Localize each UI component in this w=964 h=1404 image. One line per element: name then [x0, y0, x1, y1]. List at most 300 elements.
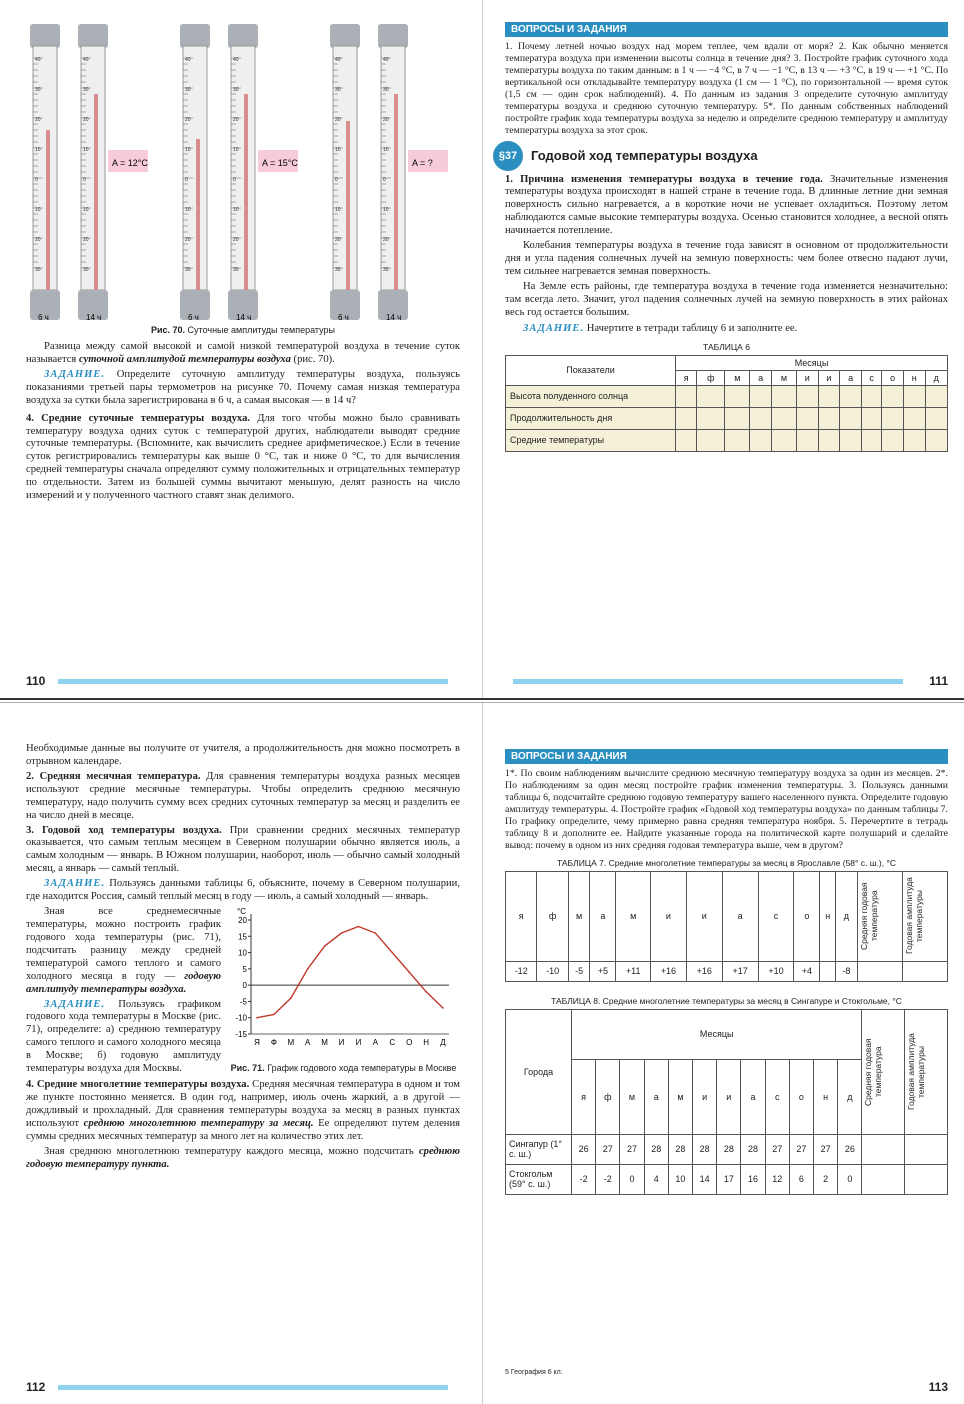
- table-6-month-cell: я: [676, 370, 697, 385]
- table-8-caption: ТАБЛИЦА 8. Средние многолетние температуры за месяц в Сингапуре и Стокгольме, °С: [551, 995, 902, 1006]
- footer-bar: [58, 679, 448, 684]
- table-7-month-cell: с: [758, 871, 794, 961]
- scale-label: 40: [83, 57, 89, 63]
- figure-70-caption: [26, 325, 460, 335]
- table-7-caption: ТАБЛИЦА 7. Средние многолетние температуры за месяц в Ярославле (58° с. ш.), °С: [556, 857, 897, 868]
- scale-label: 40: [35, 57, 41, 63]
- x-tick-label: А: [305, 1038, 311, 1048]
- term-daily-amplitude: суточной амплитудой температуры воздуха: [78, 353, 291, 365]
- table-8-month-cell: м: [668, 1059, 692, 1134]
- table-6-header-row: [506, 355, 948, 370]
- table-8-month-cell: о: [789, 1059, 813, 1134]
- table-7-value-cell: -5: [568, 961, 590, 981]
- y-tick-label: -5: [239, 997, 247, 1007]
- table-8-value-cell: 28: [693, 1134, 717, 1164]
- scale-label: 10: [35, 147, 41, 153]
- x-tick-label: М: [321, 1038, 328, 1048]
- table-8-value-cell: [905, 1134, 948, 1164]
- table-6-month-cell: и: [796, 370, 818, 385]
- table-8-value-cell: 27: [596, 1134, 620, 1164]
- table-6-empty-cell: [725, 385, 750, 407]
- page-number: 113: [928, 1380, 948, 1394]
- time-label: 14 ч: [236, 313, 252, 322]
- scale-label: 30: [185, 267, 191, 273]
- table-8-header-row: [506, 1009, 948, 1059]
- table-8-value-cell: 2: [814, 1164, 838, 1194]
- table-6-empty-cell: [882, 385, 904, 407]
- task-moscow-chart: [26, 999, 221, 1077]
- thermometer-top-cap: [330, 24, 360, 48]
- y-tick-label: 0: [242, 981, 247, 991]
- x-tick-label: М: [287, 1038, 295, 1048]
- table-8-body: [506, 1134, 948, 1194]
- table-6-empty-cell: [903, 407, 925, 429]
- mercury-column: [394, 94, 398, 290]
- scale-label: 10: [233, 207, 239, 213]
- item-2-monthly: [26, 771, 460, 823]
- table-6-empty-cell: [796, 385, 818, 407]
- page-number: 112: [26, 1380, 46, 1394]
- table-8-value-cell: 27: [789, 1134, 813, 1164]
- table-6-empty-cell: [925, 429, 947, 451]
- table-7-extra-header-text: Средняя годовая температура: [858, 882, 879, 950]
- table-8-city-cell: Сингапур (1° с. ш.): [506, 1134, 572, 1164]
- table-8-month-cell: м: [620, 1059, 644, 1134]
- data-point: [307, 968, 309, 970]
- x-tick-label: О: [406, 1038, 413, 1048]
- task-label: ЗАДАНИЕ.: [523, 322, 585, 334]
- table-7-value-cell: [820, 961, 836, 981]
- item-4-text-b: Ее определяют путем деления суммы средних месячных температур за много лет на количество этих лет.: [26, 1117, 460, 1142]
- paragraph-daily-amplitude: [26, 341, 460, 367]
- scale-label: 20: [185, 237, 191, 243]
- mercury-column: [346, 121, 350, 290]
- table-6-month-cell: м: [772, 370, 797, 385]
- page-110: [0, 0, 478, 698]
- table-8-row: [506, 1164, 948, 1194]
- table-6-row: [506, 429, 948, 451]
- thermometer-scale-body: [231, 46, 255, 290]
- page-113: [482, 703, 964, 1404]
- table-8-value-cell: [862, 1134, 905, 1164]
- table-7-month-cell: и: [650, 871, 686, 961]
- scale-label: 20: [233, 117, 239, 123]
- table-6-empty-cell: [818, 385, 840, 407]
- table-8-value-cell: 16: [741, 1164, 765, 1194]
- signature-note: 5 География 6 кл.: [505, 1369, 563, 1376]
- thermometer-top-cap: [228, 24, 258, 48]
- item-1-heading: 1. Причина изменения температуры воздуха в течение года.: [505, 173, 823, 185]
- scale-label: 0: [185, 177, 188, 183]
- item-4-multiyear: [26, 1079, 460, 1144]
- questions-text: 1*. По своим наблюдениям вычислите среднюю месячную температуру воздуха за один из месяцев. 2*. По наблюдениям за один месяц постройте график изменения температуры. 3. Пользуясь данными таблицы 6, подсчитайте среднюю годовую температуру вашего населенного пункта. Определите годовую амплитуду температуры. 4. Постройте график «Годовой ход температуры воздуха» по данным таблицы 7. По графику определите, чему примерно равна средняя температура ноября. 5. Перечертите в тетрадь таблицу 8 и дополните ее. Найдите указанные города на политической карте полушарий и сделайте вывод: почему в одном из них средняя годовая температура выше, чем в другом?: [505, 768, 948, 851]
- scale-label: 0: [383, 177, 386, 183]
- item-1-reason: [505, 174, 948, 239]
- table-8-value-cell: 0: [838, 1164, 862, 1194]
- table-6-empty-cell: [925, 407, 947, 429]
- table-6-month-cell: м: [725, 370, 750, 385]
- table-7-month-cell: а: [722, 871, 758, 961]
- table-8-extra-header: [905, 1009, 948, 1134]
- data-point: [273, 1014, 275, 1016]
- questions-text: 1. Почему летней ночью воздух над морем теплее, чем вдали от моря? 2. Как обычно меняется температура воздуха при изменении высоты солнца в течение дня? 3. Постройте график суточного хода температуры воздуха по таким данным: в 1 ч — −4 °С, в 7 ч — −1 °С, в 13 ч — +3 °С, в 19 ч — +1 °С. По вертикальной оси откладывайте температуру воздуха (1 см — 1 °С), по горизонтальной — время суток (1,5 см — один срок наблюдений). 4. По данным из задания 3 определите суточную амплитуду температуры воздуха и среднюю суточную температуру. 5*. По данным собственных наблюдений постройте график хода температуры воздуха за неделю и определите среднюю температуру и амплитуду температуры воздуха за этот срок.: [505, 41, 948, 136]
- table-6-empty-cell: [697, 429, 725, 451]
- table-7-value-cell: [902, 961, 947, 981]
- task-daily-amplitude: [26, 369, 460, 408]
- task-table-6-explain: [26, 878, 460, 904]
- spread-pages-110-111: [0, 0, 964, 700]
- table-7-value-cell: +10: [758, 961, 794, 981]
- table-8-cities-header: Города: [506, 1009, 572, 1134]
- scale-label: 30: [383, 267, 389, 273]
- table-8-month-cell: а: [741, 1059, 765, 1134]
- scale-label: 20: [335, 237, 341, 243]
- time-label: 6 ч: [38, 313, 49, 322]
- table-7-value-cell: -10: [537, 961, 568, 981]
- table-8-value-cell: 28: [717, 1134, 741, 1164]
- scale-label: 30: [335, 267, 341, 273]
- table-6-month-cell: о: [882, 370, 904, 385]
- table-8-value-cell: 17: [717, 1164, 741, 1194]
- task-table-6-text: Начертите в тетради таблицу 6 и заполните ее.: [584, 322, 798, 334]
- table-8-month-cell: а: [644, 1059, 668, 1134]
- scale-label: 20: [35, 117, 41, 123]
- item-4-text: Для того чтобы можно было сравнивать температуру воздуха одних суток с температурой других, наблюдатели выводят средние суточные температуры. (Вспомните, как вычислить среднее арифметическое.) Если в течение суток регистрировались температуры как выше 0 °С, так и ниже 0 °С, то для вычисления средней температуры сначала определяют сумму положительных и отрицательных температур по отдельности. Затем из большей суммы вычитают меньшую, делят разность на число измерений и у полученного частного ставят знак делимого.: [26, 412, 460, 502]
- table-8-month-cell: и: [717, 1059, 741, 1134]
- page-111: [482, 0, 964, 698]
- thermometer: [330, 24, 360, 322]
- table-6-caption: ТАБЛИЦА 6: [703, 341, 750, 352]
- table-7-value-cell: +16: [650, 961, 686, 981]
- time-label: 6 ч: [338, 313, 349, 322]
- table-8-value-cell: 26: [838, 1134, 862, 1164]
- scale-label: 40: [335, 57, 341, 63]
- figure-71-caption-number: Рис. 71.: [230, 1063, 265, 1074]
- scale-label: 40: [233, 57, 239, 63]
- x-tick-label: И: [355, 1038, 362, 1048]
- thermometer: [30, 24, 60, 322]
- table-8-value-cell: 6: [789, 1164, 813, 1194]
- table-6-month-cell: с: [861, 370, 881, 385]
- task-label: ЗАДАНИЕ.: [44, 998, 106, 1010]
- figure-71-caption: [227, 1063, 460, 1073]
- scale-label: 30: [35, 87, 41, 93]
- scale-label: 10: [383, 147, 389, 153]
- table-6-month-cell: а: [840, 370, 862, 385]
- table-6-empty-cell: [840, 385, 862, 407]
- figure-70-caption-number: Рис. 70.: [150, 325, 186, 335]
- scale-label: 20: [383, 237, 389, 243]
- item-4-text-a: Средняя месячная температура в одном и том же пункте постоянно меняется. В один год, например, июль очень жаркий, а в другой — дождливый и прохладный. Для сравнения температуры воздуха за месяц в разных пунктах используют: [26, 1079, 461, 1129]
- table-6-row-label: Средние температуры: [506, 429, 676, 451]
- x-tick-label: Я: [254, 1038, 260, 1048]
- table-6-month-cell: ф: [697, 370, 725, 385]
- scale-label: 20: [83, 237, 89, 243]
- scale-label: 0: [335, 177, 338, 183]
- table-8-value-cell: -2: [596, 1164, 620, 1194]
- scale-label: 20: [83, 117, 89, 123]
- thermometer-top-cap: [30, 24, 60, 48]
- table-8-row: [506, 1134, 948, 1164]
- table-7-month-cell: н: [820, 871, 836, 961]
- page-number: 110: [26, 674, 46, 688]
- thermometer: [228, 24, 258, 322]
- scale-label: 10: [83, 147, 89, 153]
- scale-label: 10: [83, 207, 89, 213]
- mercury-column: [244, 94, 248, 290]
- data-point: [425, 991, 427, 993]
- item-2-text: Для сравнения температуры воздуха разных месяцев используют средние месячные температуры. Чтобы определить среднюю месячную температуру, надо получить сумму всех средних суточных температур за месяц и разделить ее на число дней в месяце.: [26, 770, 460, 821]
- table-8: [505, 1009, 948, 1195]
- paragraph-oscillations: Колебания температуры воздуха в течение года зависят в основном от продолжительности дня и угла падения солнечных лучей на земную поверхность: чем более отвесно падают лучи, тем сильнее нагревается земная поверхность.: [505, 240, 948, 277]
- table-7-month-cell: и: [686, 871, 722, 961]
- item-4-heading: 4. Средние многолетние температуры воздуха.: [26, 1079, 250, 1091]
- table-7-extra-header: [902, 871, 947, 961]
- table-6-empty-cell: [903, 429, 925, 451]
- time-label: 14 ч: [386, 313, 402, 322]
- table-8-value-cell: 27: [814, 1134, 838, 1164]
- table-7-values-row: [506, 961, 948, 981]
- scale-label: 40: [185, 57, 191, 63]
- paragraph-always-summer: На Земле есть районы, где температура воздуха в течение года изменяется незначительно: там всегда лето. Значит, угол падения солнечных лучей на земную поверхность в этих районах весь год остается большим.: [505, 280, 948, 318]
- spread-pages-112-113: [0, 702, 964, 1404]
- scale-label: 30: [35, 267, 41, 273]
- table-8-value-cell: [862, 1164, 905, 1194]
- task-table-6: [505, 323, 948, 336]
- table-7-extra-header-text: Годовая амплитуда температуры: [903, 877, 924, 955]
- task-moscow-text: Пользуясь графиком годового хода температуры в Москве (рис. 71), определите: а) среднюю температуру самого теплого и самого холодного месяца в Москве; б) годовую амплитуду температуры воздуха для Москвы.: [26, 998, 221, 1075]
- table-6-empty-cell: [796, 407, 818, 429]
- table-6-empty-cell: [861, 385, 881, 407]
- x-tick-label: А: [372, 1038, 379, 1048]
- table-6-empty-cell: [903, 385, 925, 407]
- data-point: [442, 1007, 444, 1009]
- section-37-heading: [493, 141, 948, 171]
- data-point: [375, 932, 377, 934]
- item-3-heading: 3. Годовой ход температуры воздуха.: [26, 824, 222, 836]
- y-axis-label: °С: [237, 907, 246, 917]
- term-multiyear-monthly: среднюю многолетнюю температуру за месяц.: [83, 1117, 314, 1129]
- table-6-empty-cell: [697, 385, 725, 407]
- questions-header: ВОПРОСЫ И ЗАДАНИЯ: [505, 22, 948, 37]
- amplitude-label: A = 15°C: [262, 158, 298, 168]
- footer-bar: [58, 1385, 448, 1390]
- table-7-month-cell: м: [616, 871, 651, 961]
- thermometer-pairs-illustration: [26, 18, 466, 323]
- scale-label: 30: [383, 87, 389, 93]
- table-6-empty-cell: [750, 385, 772, 407]
- thermometer-top-cap: [78, 24, 108, 48]
- table-6-empty-cell: [796, 429, 818, 451]
- item-3-text: При сравнении средних месячных температур оказывается, что самым теплым месяцем в Северном полушарии обычно является июль, а самым холодным — январь. В Южном полушарии, наоборот, июль — обычно самый холодный месяц, а январь — самый теплый.: [26, 824, 460, 875]
- thermometer-top-cap: [378, 24, 408, 48]
- item-3-annual: [26, 825, 460, 877]
- scale-label: 10: [383, 207, 389, 213]
- task-daily-amplitude-text: Определите суточную амплитуду температуры воздуха, пользуясь показаниями третьей пары термометров на рисунке 70. Почему самая низкая температура воздуха за сутки была зарегистрирована в 6 ч, а самая высокая — в 14 ч?: [26, 368, 460, 406]
- table-7-value-cell: +11: [616, 961, 651, 981]
- table-7-month-cell: д: [836, 871, 858, 961]
- figure-70-caption-text: Суточные амплитуды температуры: [187, 325, 336, 335]
- table-6-body: [506, 385, 948, 451]
- time-label: 6 ч: [188, 313, 199, 322]
- amplitude-label: A = 12°C: [112, 158, 148, 168]
- table-8-value-cell: 10: [668, 1164, 692, 1194]
- table-6-row: [506, 407, 948, 429]
- thermometer-scale-body: [333, 46, 357, 290]
- figure-71-row: [26, 906, 460, 1079]
- table-7-value-cell: +5: [590, 961, 616, 981]
- table-6-row-label: Высота полуденного солнца: [506, 385, 676, 407]
- scale-label: 30: [83, 87, 89, 93]
- thermometer: [180, 24, 210, 322]
- table-7-value-cell: [857, 961, 902, 981]
- item-1-text: Значительные изменения температуры воздуха происходят в нашей стране в течение года. В длинные летние дни земная поверхность сильно нагревается, а в короткие ночи не успевает охладиться. Поэтому летом наблюдаются самые высокие температуры воздуха. Осенью становится холоднее, а весной опять начинается потепление.: [505, 173, 948, 237]
- text-annual-mean-a: Зная среднюю многолетнюю температуру каждого месяца, можно подсчитать: [44, 1145, 419, 1157]
- table-7-value-cell: -12: [506, 961, 537, 981]
- scale-label: 10: [185, 147, 191, 153]
- table-6-empty-cell: [725, 407, 750, 429]
- table-8-value-cell: 28: [741, 1134, 765, 1164]
- mercury-column: [46, 130, 50, 290]
- y-tick-label: -10: [235, 1013, 247, 1023]
- table-8-months-header: Месяцы: [572, 1009, 862, 1059]
- task-label: ЗАДАНИЕ.: [44, 368, 106, 380]
- x-tick-label: И: [338, 1038, 345, 1048]
- table-6-empty-cell: [676, 407, 697, 429]
- scale-label: 0: [233, 177, 236, 183]
- thermometer-scale-body: [33, 46, 57, 290]
- table-8-value-cell: 4: [644, 1164, 668, 1194]
- table-6-empty-cell: [772, 407, 797, 429]
- scale-label: 0: [35, 177, 38, 183]
- data-point: [358, 926, 360, 928]
- table-6-month-cell: д: [925, 370, 947, 385]
- table-7-month-cell: я: [506, 871, 537, 961]
- table-6-empty-cell: [676, 429, 697, 451]
- scale-label: 40: [383, 57, 389, 63]
- data-point: [408, 971, 410, 973]
- paragraph-annual-mean: [26, 1146, 460, 1172]
- table-6-empty-cell: [840, 407, 862, 429]
- table-8-month-cell: ф: [596, 1059, 620, 1134]
- thermometer-scale-body: [81, 46, 105, 290]
- scale-label: 30: [185, 87, 191, 93]
- amplitude-label: A = ?: [412, 158, 433, 168]
- table-8-month-cell: я: [572, 1059, 596, 1134]
- mercury-column: [196, 139, 200, 290]
- scale-label: 20: [335, 117, 341, 123]
- table-6-empty-cell: [925, 385, 947, 407]
- term-annual-amplitude: годовую амплитуду температуры воздуха.: [26, 970, 221, 995]
- table-7-month-cell: ф: [537, 871, 568, 961]
- table-7: [505, 871, 948, 982]
- item-2-heading: 2. Средняя месячная температура.: [26, 770, 201, 782]
- table-8-value-cell: 27: [620, 1134, 644, 1164]
- questions-header: ВОПРОСЫ И ЗАДАНИЯ: [505, 749, 948, 764]
- scale-label: 20: [383, 117, 389, 123]
- table-6-month-cell: н: [903, 370, 925, 385]
- table-6-month-cell: и: [818, 370, 840, 385]
- text-annual-amplitude-a: Зная все среднемесячные температуры, можно построить график годового хода температуры (рис. 71), подсчитать разницу между средней температурой самого теплого и самого холодного месяца в году —: [26, 906, 221, 982]
- x-tick-label: Д: [440, 1038, 446, 1048]
- moscow-annual-temperature-chart: [227, 906, 457, 1056]
- table-6-row-label: Продолжительность дня: [506, 407, 676, 429]
- table-7-month-cell: а: [590, 871, 616, 961]
- table-6-month-cell: а: [750, 370, 772, 385]
- table-8-value-cell: 12: [765, 1164, 789, 1194]
- table-8-value-cell: 26: [572, 1134, 596, 1164]
- thermometer: [78, 24, 108, 322]
- table-8-value-cell: 27: [765, 1134, 789, 1164]
- task-explain-text: Пользуясь данными таблицы 6, объясните, почему в Северном полушарии, где находится Россия, самый теплый месяц в году — июль, а самый холодный — январь.: [26, 878, 460, 903]
- scale-label: 10: [233, 147, 239, 153]
- table-8-extra-header-text: Средняя годовая температура: [863, 1037, 884, 1106]
- scale-label: 20: [185, 117, 191, 123]
- table-8-extra-header: [862, 1009, 905, 1134]
- figure-71-caption-text: График годового хода температуры в Москве: [267, 1063, 457, 1074]
- paragraph-annual-amplitude: [26, 906, 221, 996]
- thermometer: [378, 24, 408, 322]
- text-daily-amplitude-a: Разница между самой высокой и самой низкой температурой воздуха в течение суток называется: [26, 341, 460, 365]
- table-8-value-cell: 14: [693, 1164, 717, 1194]
- table-8-value-cell: 28: [668, 1134, 692, 1164]
- table-7-month-cell: м: [568, 871, 590, 961]
- table-8-month-cell: н: [814, 1059, 838, 1134]
- table-6-row: [506, 385, 948, 407]
- x-tick-label: Н: [423, 1038, 429, 1048]
- table-7-header-row: [506, 871, 948, 961]
- table-6-indicators-header: Показатели: [506, 355, 676, 385]
- table-6-months-header: Месяцы: [676, 355, 948, 370]
- scale-label: 30: [83, 267, 89, 273]
- scale-label: 20: [35, 237, 41, 243]
- mercury-column: [94, 94, 98, 290]
- data-point: [341, 932, 343, 934]
- item-4-mean-daily: [26, 413, 460, 503]
- table-6-empty-cell: [861, 407, 881, 429]
- scale-label: 10: [35, 207, 41, 213]
- thermometer-scale-body: [381, 46, 405, 290]
- table-8-value-cell: 28: [644, 1134, 668, 1164]
- table-6-empty-cell: [750, 429, 772, 451]
- scale-label: 30: [233, 87, 239, 93]
- y-tick-label: 15: [238, 932, 247, 942]
- table-8-city-cell: Стокгольм (59° с. ш.): [506, 1164, 572, 1194]
- figure-71-side-text: [26, 906, 221, 1079]
- figure-70-thermometers: [26, 18, 460, 323]
- table-6: [505, 355, 948, 452]
- table-6-empty-cell: [882, 429, 904, 451]
- y-tick-label: 5: [242, 964, 247, 974]
- scale-label: 0: [83, 177, 86, 183]
- y-tick-label: 20: [238, 916, 247, 926]
- table-7-value-cell: +16: [686, 961, 722, 981]
- table-8-month-cell: д: [838, 1059, 862, 1134]
- data-point: [290, 997, 292, 999]
- data-point: [324, 945, 326, 947]
- footer-bar: [513, 679, 903, 684]
- table-7-month-cell: о: [794, 871, 820, 961]
- table-6-empty-cell: [676, 385, 697, 407]
- table-6-empty-cell: [750, 407, 772, 429]
- table-6-empty-cell: [818, 429, 840, 451]
- table-7-value-cell: +4: [794, 961, 820, 981]
- task-label: ЗАДАНИЕ.: [44, 878, 106, 890]
- table-6-empty-cell: [772, 429, 797, 451]
- table-6-empty-cell: [725, 429, 750, 451]
- table-6-empty-cell: [861, 429, 881, 451]
- table-6-empty-cell: [882, 407, 904, 429]
